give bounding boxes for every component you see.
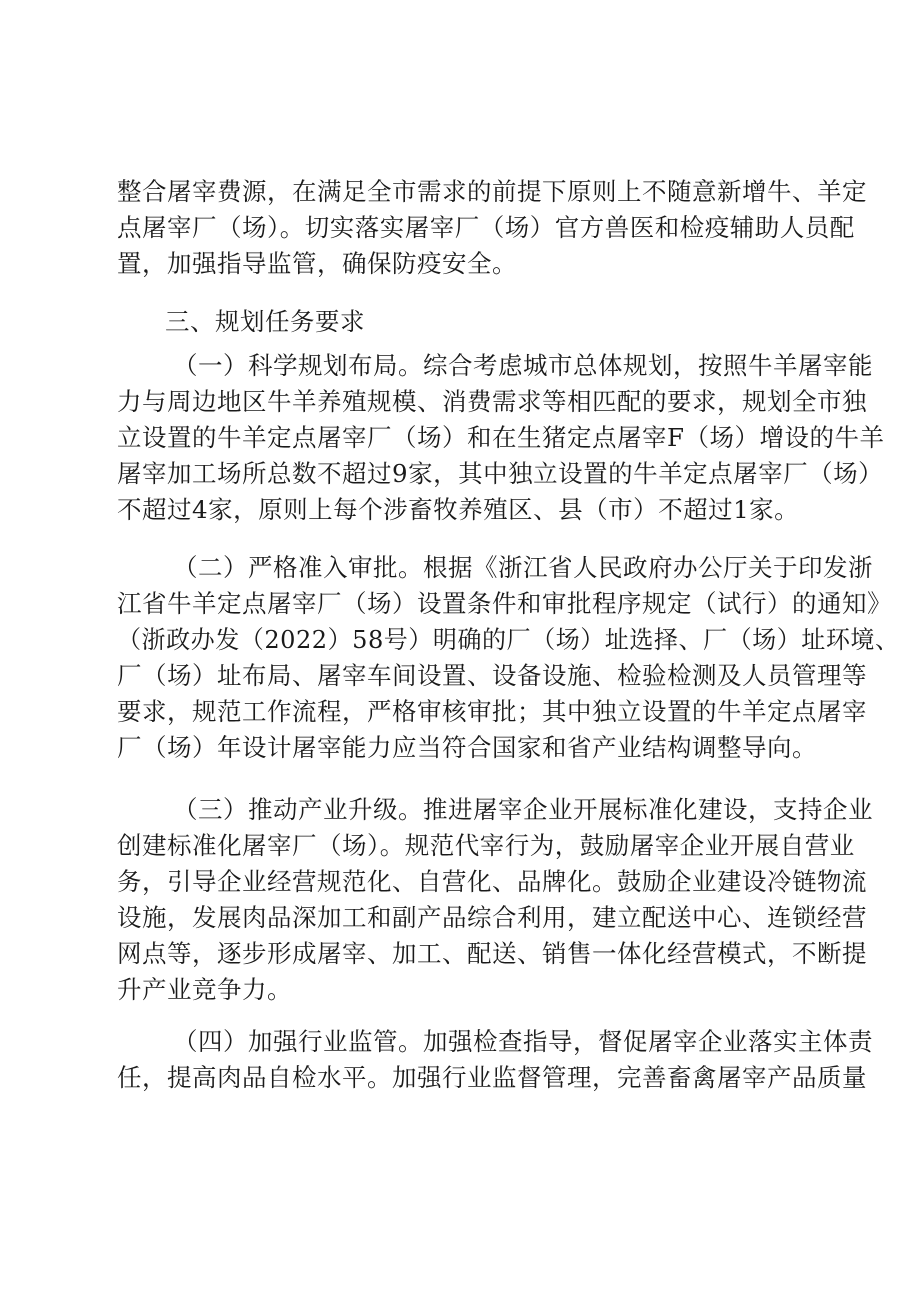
paragraph-line: 厂（场）址布局、屠宰车间设置、设备设施、检验检测及人员管理等 [117,661,867,690]
paragraph-line: 任，提高肉品自检水平。加强行业监督管理，完善畜禽屠宰产品质量 [117,1063,867,1092]
paragraph-line: 网点等，逐步形成屠宰、加工、配送、销售一体化经营模式，不断提 [117,939,867,968]
paragraph-line: 创建标准化屠宰厂（场）。规范代宰行为，鼓励屠宰企业开展自营业 [117,831,855,860]
section-heading: 三、规划任务要求 [165,307,365,336]
paragraph-line: 务，引导企业经营规范化、自营化、品牌化。鼓励企业建设冷链物流 [117,867,867,896]
paragraph-line: （三）推动产业升级。推进屠宰企业开展标准化建设，支持企业 [173,795,873,824]
paragraph-line: 点屠宰厂（场）。切实落实屠宰厂（场）官方兽医和检疫辅助人员配 [117,213,855,242]
paragraph-line: 置，加强指导监管，确保防疫安全。 [117,249,517,278]
paragraph-line: （一）科学规划布局。综合考虑城市总体规划，按照牛羊屠宰能 [173,351,873,380]
paragraph-line: 江省牛羊定点屠宰厂（场）设置条件和审批程序规定（试行）的通知》 [117,589,892,618]
paragraph-line: 不超过4家，原则上每个涉畜牧养殖区、县（市）不超过1家。 [117,495,800,524]
paragraph-line: 升产业竞争力。 [117,975,292,1004]
paragraph-line: 屠宰加工场所总数不超过9家，其中独立设置的牛羊定点屠宰厂（场） [117,459,884,488]
paragraph-line: （四）加强行业监管。加强检查指导，督促屠宰企业落实主体责 [173,1027,873,1056]
paragraph-line: 厂（场）年设计屠宰能力应当符合国家和省产业结构调整导向。 [117,733,817,762]
paragraph-line: （二）严格准入审批。根据《浙江省人民政府办公厅关于印发浙 [173,553,873,582]
paragraph-line: 力与周边地区牛羊养殖规模、消费需求等相匹配的要求，规划全市独 [117,387,867,416]
paragraph-line: （浙政办发（2022）58号）明确的厂（场）址选择、厂（场）址环境、 [117,625,900,654]
paragraph-line: 要求，规范工作流程，严格审核审批；其中独立设置的牛羊定点屠宰 [117,697,867,726]
paragraph-line: 设施，发展肉品深加工和副产品综合利用，建立配送中心、连锁经营 [117,903,867,932]
paragraph-line: 立设置的牛羊定点屠宰厂（场）和在生猪定点屠宰F（场）增设的牛羊 [117,423,885,452]
paragraph-line: 整合屠宰费源，在满足全市需求的前提下原则上不随意新增牛、羊定 [117,177,867,206]
